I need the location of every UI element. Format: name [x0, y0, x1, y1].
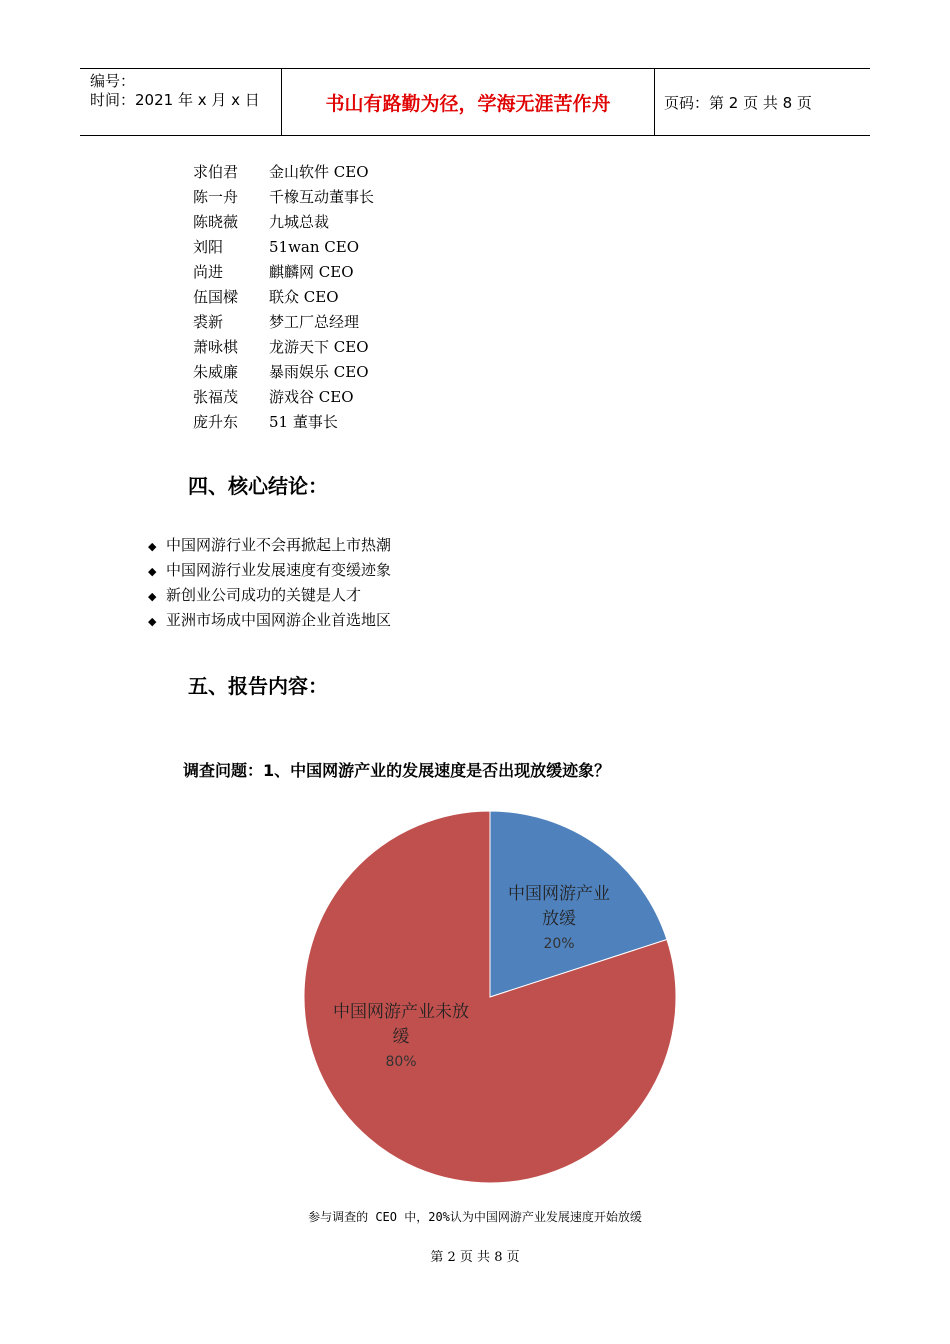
participant-row [193, 410, 374, 435]
participant-row [193, 310, 374, 335]
participant-row [193, 335, 374, 360]
pie-label-line: 中国网游产业 [508, 884, 610, 904]
participant-name: 陈晓薇 [193, 213, 239, 231]
pie-label-line: 中国网游产业未放 [333, 1002, 469, 1022]
participant-row [193, 160, 374, 185]
participant-title: 九城总裁 [269, 213, 330, 231]
participant-name: 张福茂 [193, 388, 239, 406]
participant-title: 游戏谷 CEO [269, 388, 354, 406]
participant-name: 陈一舟 [193, 188, 239, 206]
participant-row [193, 210, 374, 235]
pie-label-percent: 80% [385, 1054, 417, 1070]
document-number-label: 编号： [90, 72, 136, 90]
participant-title: 联众 CEO [269, 288, 339, 306]
diamond-bullet-icon: ◆ [148, 565, 157, 578]
list-item [148, 533, 391, 558]
pie-label-line: 缓 [392, 1027, 410, 1047]
participant-row [193, 185, 374, 210]
pie-label-slowed [488, 882, 630, 957]
participant-title: 金山软件 CEO [269, 163, 369, 181]
participant-title: 51wan CEO [269, 238, 360, 256]
participant-row [193, 385, 374, 410]
participant-title: 千橡互动董事长 [269, 188, 375, 206]
participant-title: 51 董事长 [269, 413, 338, 431]
participant-name: 萧咏棋 [193, 338, 239, 356]
diamond-bullet-icon: ◆ [148, 540, 157, 553]
list-item-text: 中国网游行业不会再掀起上市热潮 [166, 536, 392, 554]
participant-name: 求伯君 [193, 163, 239, 181]
participant-row [193, 235, 374, 260]
participant-name: 伍国樑 [193, 288, 239, 306]
participant-name: 尚进 [193, 263, 224, 281]
header-page-info: 页码：第 2 页 共 8 页 [664, 93, 812, 112]
diamond-bullet-icon: ◆ [148, 590, 157, 603]
participant-name: 刘阳 [193, 238, 224, 256]
participant-title: 麒麟网 CEO [269, 263, 354, 281]
participant-row [193, 285, 374, 310]
participant-title: 梦工厂总经理 [269, 313, 360, 331]
section-heading-report: 五、报告内容： [188, 674, 328, 698]
list-item [148, 583, 391, 608]
header-motto: 书山有路勤为径，学海无涯苦作舟 [325, 92, 611, 115]
header-meta [80, 69, 281, 135]
pie-label-percent: 20% [543, 936, 575, 952]
pie-label-not-slowed [306, 1000, 496, 1075]
participant-name: 裘新 [193, 313, 224, 331]
participant-name: 庞升东 [193, 413, 239, 431]
pie-label-line: 放缓 [542, 909, 576, 929]
conclusion-list [148, 533, 391, 633]
participant-list [193, 160, 374, 435]
chart-caption: 参与调查的 CEO 中，20%认为中国网游产业发展速度开始放缓 [308, 1210, 642, 1224]
page-header [80, 68, 870, 136]
participant-title: 暴雨娱乐 CEO [269, 363, 369, 381]
participant-row [193, 260, 374, 285]
participant-row [193, 360, 374, 385]
document-date: 时间：2021 年 x 月 x 日 [90, 91, 260, 109]
list-item [148, 608, 391, 633]
header-divider [654, 69, 655, 135]
list-item-text: 中国网游行业发展速度有变缓迹象 [166, 561, 392, 579]
list-item [148, 558, 391, 583]
page-footer: 第 2 页 共 8 页 [430, 1250, 520, 1265]
list-item-text: 亚洲市场成中国网游企业首选地区 [166, 611, 392, 629]
diamond-bullet-icon: ◆ [148, 615, 157, 628]
participant-name: 朱威廉 [193, 363, 239, 381]
participant-title: 龙游天下 CEO [269, 338, 369, 356]
list-item-text: 新创业公司成功的关键是人才 [166, 586, 362, 604]
survey-question: 调查问题：1、中国网游产业的发展速度是否出现放缓迹象？ [183, 761, 611, 780]
section-heading-conclusions: 四、核心结论： [188, 474, 328, 498]
